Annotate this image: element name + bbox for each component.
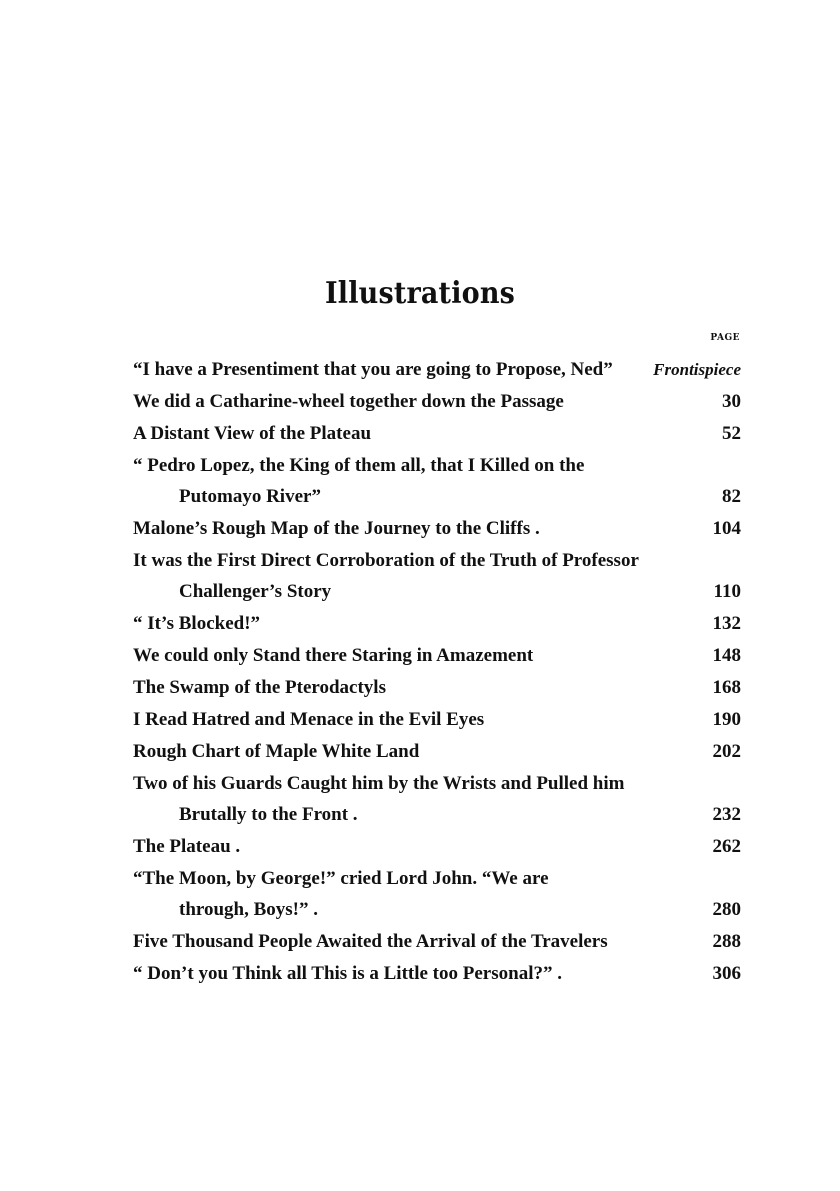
entry-page-number: 132 — [712, 613, 741, 634]
list-item — [133, 958, 741, 990]
page-title: Illustrations — [324, 276, 516, 311]
list-item — [133, 736, 741, 768]
entry-caption-continued: Challenger’s Story — [179, 581, 332, 602]
entry-caption: “ Don’t you Think all This is a Little too Personal?” . — [133, 963, 562, 984]
entry-page-number: 232 — [712, 804, 741, 825]
list-item — [133, 608, 741, 640]
entry-caption: I Read Hatred and Menace in the Evil Eyes — [133, 709, 485, 730]
entry-page-number: 280 — [712, 899, 741, 920]
entry-page-number: 104 — [712, 518, 741, 539]
entry-page-number: 110 — [713, 581, 741, 602]
entry-caption: Rough Chart of Maple White Land — [133, 741, 420, 762]
entry-caption-continued: through, Boys!” . — [179, 899, 319, 920]
list-item — [133, 672, 741, 704]
page-column-heading: PAGE — [710, 333, 740, 343]
list-item — [133, 386, 741, 418]
entry-page-number: 190 — [712, 709, 741, 730]
list-item — [133, 354, 741, 386]
entry-page-number: 262 — [712, 836, 741, 857]
list-item — [133, 704, 741, 736]
entry-page-number: 148 — [712, 645, 741, 666]
entry-caption-continued: Putomayo River” — [179, 486, 321, 507]
list-item — [133, 513, 741, 545]
list-item — [133, 863, 741, 926]
entry-page-number: 288 — [712, 931, 741, 952]
entry-caption: Five Thousand People Awaited the Arrival of the Travelers — [133, 931, 608, 952]
entry-caption: The Swamp of the Pterodactyls — [133, 677, 386, 698]
list-item — [133, 450, 741, 513]
entry-caption: Two of his Guards Caught him by the Wrists and Pulled him — [133, 773, 625, 794]
entry-caption: “The Moon, by George!” cried Lord John. “We are — [133, 868, 549, 889]
illustrations-list — [133, 354, 741, 990]
list-item — [133, 831, 741, 863]
entry-caption: “ Pedro Lopez, the King of them all, that I Killed on the — [133, 455, 585, 476]
entry-caption: We did a Catharine-wheel together down the Passage — [133, 391, 564, 412]
entry-page-number: 168 — [712, 677, 741, 698]
list-item — [133, 926, 741, 958]
entry-page-number: 30 — [722, 391, 741, 412]
entry-caption: “ It’s Blocked!” — [133, 613, 261, 634]
entry-caption: “I have a Presentiment that you are going to Propose, Ned” — [133, 359, 613, 380]
entry-page-number: 52 — [722, 423, 741, 444]
list-item — [133, 640, 741, 672]
entry-caption: The Plateau . — [133, 836, 241, 857]
entry-page-number: Frontispiece — [653, 360, 741, 379]
entry-caption: A Distant View of the Plateau — [133, 423, 372, 444]
list-item — [133, 545, 741, 608]
entry-page-number: 306 — [712, 963, 741, 984]
list-item — [133, 768, 741, 831]
entry-page-number: 202 — [712, 741, 741, 762]
entry-page-number: 82 — [722, 486, 741, 507]
entry-caption: It was the First Direct Corroboration of the Truth of Professor — [133, 550, 639, 571]
entry-caption: We could only Stand there Staring in Amazement — [133, 645, 534, 666]
list-item — [133, 418, 741, 450]
entry-caption: Malone’s Rough Map of the Journey to the Cliffs . — [133, 518, 540, 539]
entry-caption-continued: Brutally to the Front . — [179, 804, 358, 825]
